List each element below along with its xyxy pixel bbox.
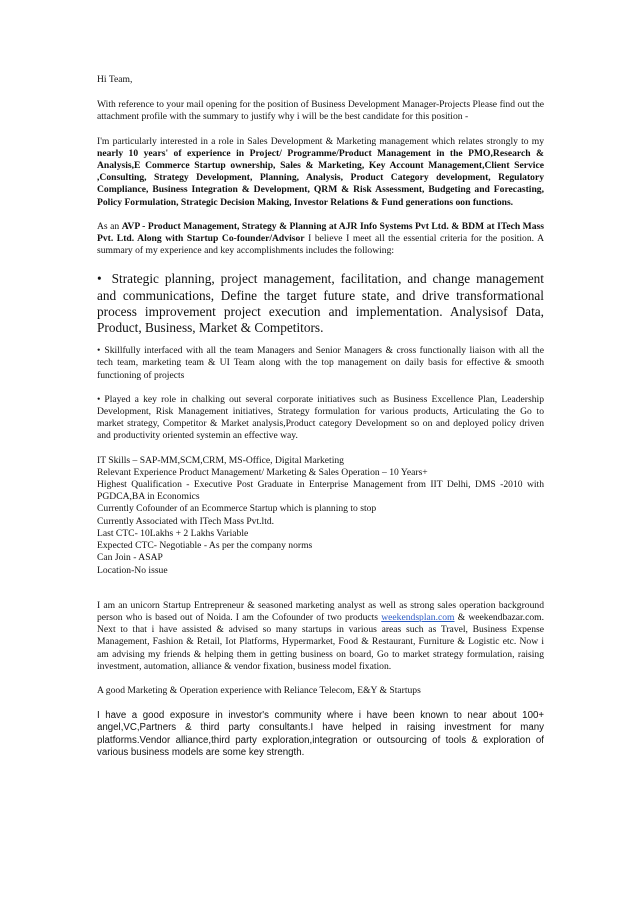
unicorn-tail: & weekendbazar.com. Next to that i have assisted & advised so many startups in various areas such as Travel, Business Expense Management, Fashion & Retail, Iot Platforms, Hypermarket, Food & Restaurant, Furniture & Logistic etc. Now i am advising my friends & helping them in getting business on board, Go to market strategy formulation, raising investment, automation, alliance & vendor fixation, business model fixation.: [97, 611, 544, 672]
detail-relevant-experience: Relevant Experience Product Management/ Marketing & Sales Operation – 10 Years+: [97, 466, 428, 478]
bullet-strategic-text: Strategic planning, project management, facilitation, and change management and communications, Define the target future state, and drive transformational process improvement project execution and implementation. Analysisof Data, Product, Business, Market & Competitors.: [97, 271, 544, 336]
bullet-strategic: [97, 271, 544, 336]
operation-paragraph: A good Marketing & Operation experience with Reliance Telecom, E&Y & Startups: [97, 684, 421, 696]
bullet-icon: •: [97, 271, 102, 287]
role-lead: As an: [97, 220, 122, 232]
detail-current-association: Currently Associated with ITech Mass Pvt.ltd.: [97, 515, 275, 527]
bullet-icon: •: [97, 345, 101, 357]
unicorn-paragraph: [97, 600, 544, 673]
letter-body: [97, 74, 544, 759]
bullet-interfaced: [97, 345, 544, 382]
interest-highlight: nearly 10 years' of experience in Project/ Programme/Product Management in the PMO,Research & Analysis,E Commerce Startup ownership, Sales & Marketing, Key Account Management,Client Service ,Consulting, Strategy Development, Planning, Analysis, Product Category development, Regulatory Compliance, Business Integration & Development, QRM & Risk Assessment, Budgeting and Forecasting, Policy Formulation, Strategic Decision Making, Investor Relations & Fund generations oon functions.: [97, 147, 544, 208]
details-list: [97, 455, 544, 577]
detail-last-ctc: Last CTC- 10Lakhs + 2 Lakhs Variable: [97, 527, 249, 539]
role-paragraph: [97, 221, 544, 258]
detail-join: Can Join - ASAP: [97, 552, 163, 564]
role-tail: I believe I meet all the essential criteria for the position. A summary of my experience and key accomplishments includes the following:: [97, 233, 545, 257]
bullet-icon: •: [97, 393, 101, 405]
detail-it-skills: IT Skills – SAP-MM,SCM,CRM, MS-Office, Digital Marketing: [97, 454, 344, 466]
role-highlight: AVP - Product Management, Strategy & Planning at AJR Info Systems Pvt Ltd. & BDM at ITech Mass Pvt. Ltd. Along with Startup Co-founder/Advisor: [97, 220, 545, 245]
detail-location: Location-No issue: [97, 564, 168, 576]
detail-expected-ctc: Expected CTC- Negotiable - As per the company norms: [97, 540, 313, 552]
unicorn-lead: I am an unicorn Startup Entrepreneur & seasoned marketing analyst as well as strong sales operation background person who is based out of Noida. I am the Cofounder of two products: [97, 599, 544, 623]
detail-startup: Currently Cofounder of an Ecommerce Startup which is planning to stop: [97, 503, 377, 515]
greeting: Hi Team,: [97, 74, 133, 85]
detail-qualification: Highest Qualification - Executive Post Graduate in Enterprise Management from IIT Delhi, DMS -2010 with PGDCA,BA in Economics: [97, 479, 544, 503]
interest-paragraph: [97, 136, 544, 209]
investor-paragraph: I have a good exposure in investor's community where i have been known to near about 100+ angel,VC,Partners & third party consultants.I have helped in raising investment for many platforms.Vendor alliance,third party exploration,integration or outsourcing of tools & exploration of various business models are some key strength.: [97, 710, 544, 759]
bullet-corporate-text: Played a key role in chalking out several corporate initiatives such as Business Excellence Plan, Leadership Development, Risk Management initiatives, Strategy formulation for various products, Articulating the Go to market strategy, Competitor & Market analysis,Product category Development so on and deployed policy driven and productivity oriented systemin an effective way.: [97, 393, 544, 442]
interest-lead: I'm particularly interested in a role in Sales Development & Marketing management which relates strongly to my: [97, 135, 544, 147]
intro-paragraph: With reference to your mail opening for the position of Business Development Manager-Projects Please find out the attachment profile with the summary to justify why i will be the best candidate for this position -: [97, 99, 544, 123]
weekendsplan-link[interactable]: weekendsplan.com: [381, 611, 455, 623]
bullet-corporate: [97, 394, 544, 443]
bullet-interfaced-text: Skillfully interfaced with all the team Managers and Senior Managers & cross functionally liaison with all the tech team, marketing team & UI Team along with the top management on daily basis for effective & smooth functioning of projects: [97, 345, 544, 381]
